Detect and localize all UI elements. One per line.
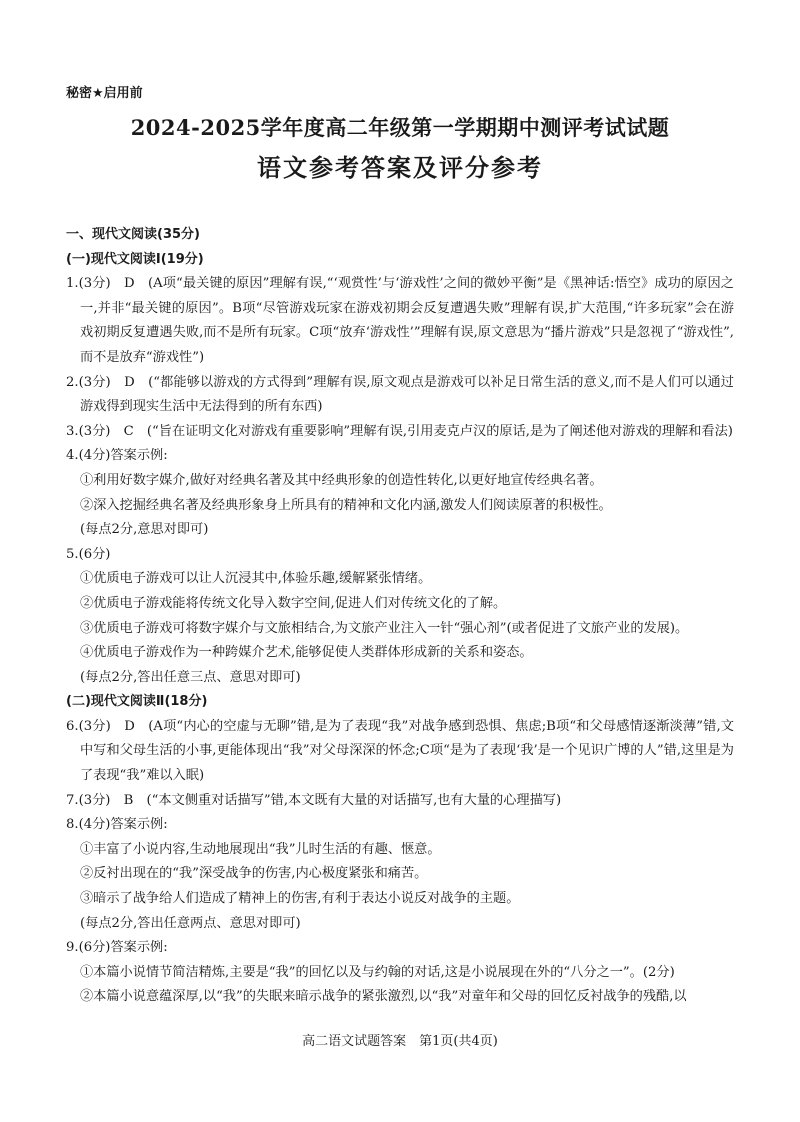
answer-q5-point-1: ①优质电子游戏可以让人沉浸其中,体验乐趣,缓解紧张情绪。 — [80, 571, 432, 587]
answer-q5-point-4: ④优质电子游戏作为一种跨媒介艺术,能够促使人类群体形成新的关系和姿态。 — [80, 645, 533, 661]
answer-q8-point-2: ②反衬出现在的“我”深受战争的伤害,内心极度紧张和痛苦。 — [80, 866, 428, 882]
answer-content — [66, 223, 734, 1010]
answer-q3: 3.(3分) C (“旨在证明文化对游戏有重要影响”理解有误,引用麦克卢汉的原话,是为了阐述他对游戏的理解和看法) — [66, 423, 733, 439]
answer-q9: 9.(6分)答案示例: — [66, 940, 168, 956]
answer-q5-note: (每点2分,答出任意三点、意思对即可) — [80, 669, 301, 685]
answer-q8: 8.(4分)答案示例: — [66, 817, 168, 833]
answer-q7: 7.(3分) B (“本文侧重对话描写”错,本文既有大量的对话描写,也有大量的心理描写) — [66, 792, 562, 808]
section-heading: 一、现代文阅读(35分) — [66, 227, 200, 242]
answer-q8-point-3: ③暗示了战争给人们造成了精神上的伤害,有利于表达小说反对战争的主题。 — [80, 891, 520, 907]
answer-q4-point-2: ②深入挖掘经典名著及经典形象身上所具有的精神和文化内涵,激发人们阅读原著的积极性。 — [80, 497, 612, 513]
page-subtitle: 语文参考答案及评分参考 — [257, 154, 543, 182]
answer-q8-note: (每点2分,答出任意两点、意思对即可) — [80, 915, 301, 931]
answer-q9-point-2: ②本篇小说意蕴深厚,以“我”的失眠来暗示战争的紧张激烈,以“我”对童年和父母的回忆反衬战争的残酷,以 — [80, 989, 687, 1005]
subsection-heading-1: (一)现代文阅读Ⅰ(19分) — [66, 251, 204, 267]
answer-q8-point-1: ①丰富了小说内容,生动地展现出“我”儿时生活的有趣、惬意。 — [80, 841, 441, 857]
answer-q4: 4.(4分)答案示例: — [66, 448, 168, 464]
answer-q4-note: (每点2分,意思对即可) — [80, 522, 209, 538]
answer-q4-point-1: ①利用好数字媒介,做好对经典名著及其中经典形象的创造性转化,以更好地宣传经典名著。 — [80, 472, 603, 488]
answer-q2: 2.(3分) D (“都能够以游戏的方式得到”理解有误,原文观点是游戏可以补足日常生活的意义,而不是人们可以通过游戏得到现实生活中无法得到的所有东西) — [66, 374, 734, 415]
answer-q5: 5.(6分) — [66, 546, 111, 562]
answer-q9-point-1: ①本篇小说情节简洁精炼,主要是“我”的回忆以及与约翰的对话,这是小说展现在外的“八分之一”。(2分) — [80, 964, 675, 980]
answer-q6: 6.(3分) D (A项“内心的空虚与无聊”错,是为了表现“我”对战争感到恐惧、焦虑;B项“和父母感情逐渐淡薄”错,文中写和父母生活的小事,更能体现出“我”对父母深深的怀念;C项“是为了表现‘我’是一个见识广博的人”错,这里是为了表现“我”难以入眠) — [66, 718, 734, 784]
answer-q1: 1.(3分) D (A项“最关键的原因”理解有误,“‘观赏性’与‘游戏性’之间的微妙平衡”是《黑神话:悟空》成功的原因之一,并非“最关键的原因”。B项“尽管游戏玩家在游戏初期会反复遭遇失败”理解有误,扩大范围,“许多玩家”会在游戏初期反复遭遇失败,而不是所有玩家。C项“放弃‘游戏性’”理解有误,原文意思为“播片游戏”只是忽视了“游戏性”,而不是放弃“游戏性”) — [66, 276, 734, 365]
answer-q5-point-2: ②优质电子游戏能将传统文化导入数字空间,促进人们对传统文化的了解。 — [80, 595, 507, 611]
confidential-mark: 秘密★启用前 — [66, 86, 143, 101]
answer-q5-point-3: ③优质电子游戏可将数字媒介与文旅相结合,为文旅产业注入一针“强心剂”(或者促进了文旅产业的发展)。 — [80, 620, 689, 636]
subsection-heading-2: (二)现代文阅读Ⅱ(18分) — [66, 694, 208, 710]
page-footer: 高二语文试题答案 第1页(共4页) — [302, 1034, 498, 1049]
page-title: 2024-2025学年度高二年级第一学期期中测评考试试题 — [130, 115, 670, 140]
